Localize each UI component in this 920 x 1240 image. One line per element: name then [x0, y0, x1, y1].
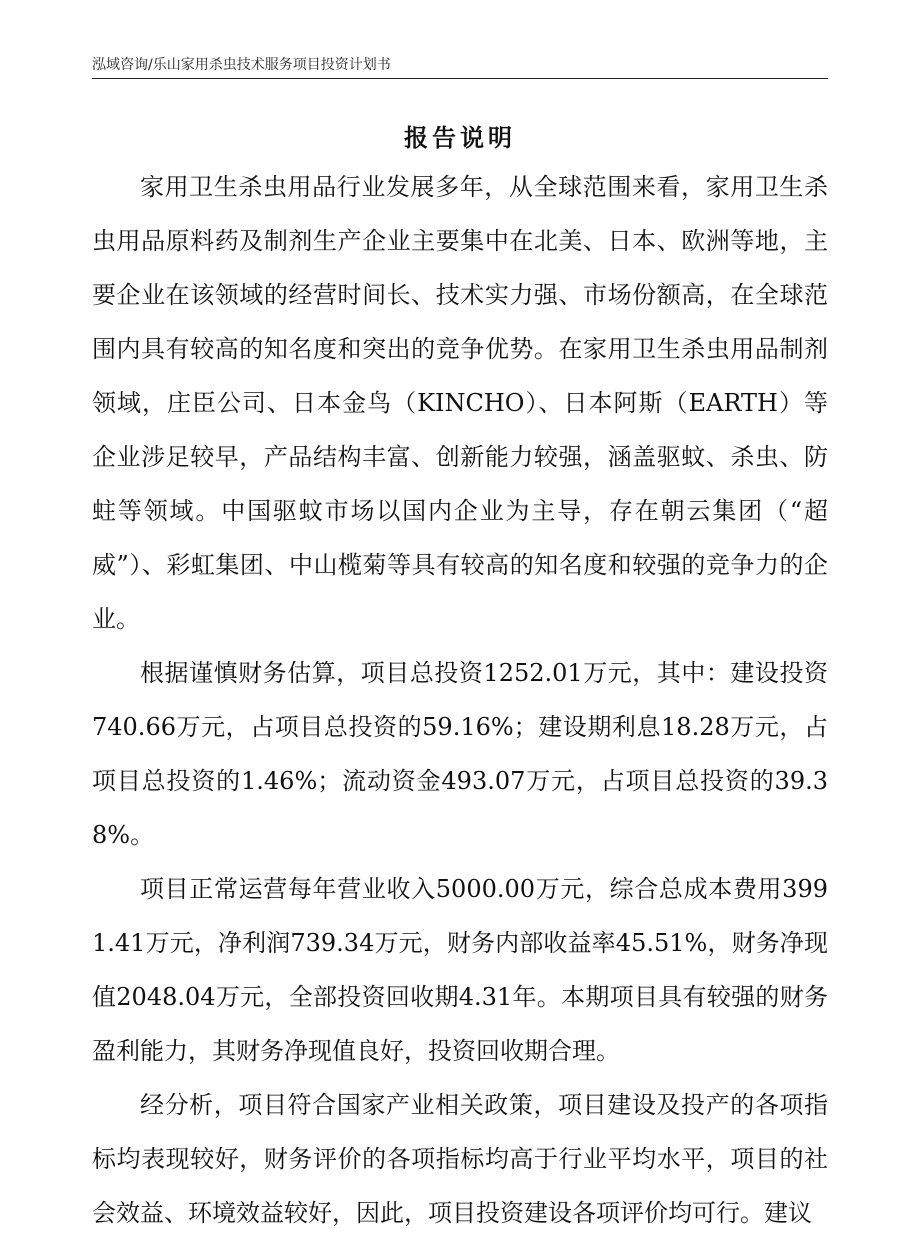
document-body: [92, 160, 828, 1240]
running-header: 泓域咨询/乐山家用杀虫技术服务项目投资计划书: [92, 57, 391, 73]
paragraph-feasibility-analysis: 经分析，项目符合国家产业相关政策，项目建设及投产的各项指标均表现较好，财务评价的各项指标均高于行业平均水平，项目的社会效益、环境效益较好，因此，项目投资建设各项评价均可行。建议: [92, 1091, 828, 1227]
document-title: 报告说明: [404, 123, 516, 152]
header-divider: [92, 78, 828, 79]
paragraph-industry-overview: 家用卫生杀虫用品行业发展多年，从全球范围来看，家用卫生杀虫用品原料药及制剂生产企业主要集中在北美、日本、欧洲等地，主要企业在该领域的经营时间长、技术实力强、市场份额高，在全球范围内具有较高的知名度和突出的竞争优势。在家用卫生杀虫用品制剂领域，庄臣公司、日本金鸟（KINCHO）、日本阿斯（EARTH）等企业涉足较早，产品结构丰富、创新能力较强，涵盖驱蚊、杀虫、防蛀等领域。中国驱蚊市场以国内企业为主导，存在朝云集团（“超威”）、彩虹集团、中山榄菊等具有较高的知名度和较强的竞争力的企业。: [92, 173, 828, 633]
paragraph-investment-estimate: 根据谨慎财务估算，项目总投资1252.01万元，其中：建设投资740.66万元，占项目总投资的59.16%；建设期利息18.28万元，占项目总投资的1.46%；流动资金493.07万元，占项目总投资的39.38%。: [92, 659, 828, 849]
paragraph-financial-returns: 项目正常运营每年营业收入5000.00万元，综合总成本费用3991.41万元，净利润739.34万元，财务内部收益率45.51%，财务净现值2048.04万元，全部投资回收期4.31年。本期项目具有较强的财务盈利能力，其财务净现值良好，投资回收期合理。: [92, 875, 828, 1065]
